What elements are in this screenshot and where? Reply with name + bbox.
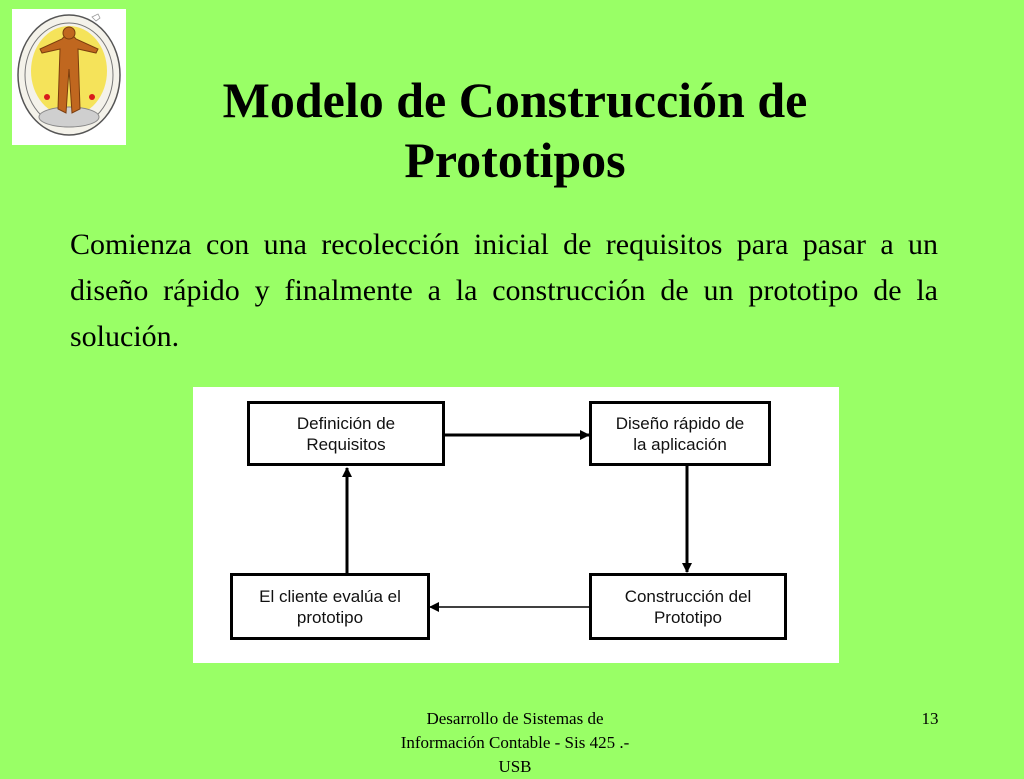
page-number: 13 bbox=[921, 709, 939, 728]
box-requisitos-line2: Requisitos bbox=[306, 434, 386, 454]
slide-title bbox=[100, 70, 930, 190]
prototype-model-diagram bbox=[193, 387, 839, 663]
box-cliente-evalua bbox=[230, 573, 430, 640]
box-diseno-line1: Diseño rápido de bbox=[615, 413, 745, 433]
box-definicion-requisitos bbox=[247, 401, 445, 466]
title-line-1: Modelo de Construcción de bbox=[222, 72, 808, 128]
box-evaluacion-line2: prototipo bbox=[296, 607, 364, 627]
box-construccion-prototipo bbox=[589, 573, 787, 640]
slide-footer bbox=[360, 707, 670, 779]
box-requisitos-line1: Definición de bbox=[296, 413, 396, 433]
box-construccion-line2: Prototipo bbox=[653, 607, 723, 627]
footer-line-3: USB bbox=[498, 757, 532, 776]
footer-line-1: Desarrollo de Sistemas de bbox=[426, 709, 604, 728]
box-construccion-line1: Construcción del bbox=[624, 586, 752, 606]
title-line-2: Prototipos bbox=[404, 132, 626, 188]
slide-body-text: Comienza con una recolección inicial de requisitos para pasar a un diseño rápido y finalmente a la construcción de un prototipo de la solución. bbox=[70, 228, 938, 353]
footer-line-2: Información Contable - Sis 425 .- bbox=[400, 733, 630, 752]
box-diseno-rapido bbox=[589, 401, 771, 466]
box-evaluacion-line1: El cliente evalúa el bbox=[259, 586, 401, 606]
box-diseno-line2: la aplicación bbox=[633, 434, 727, 454]
